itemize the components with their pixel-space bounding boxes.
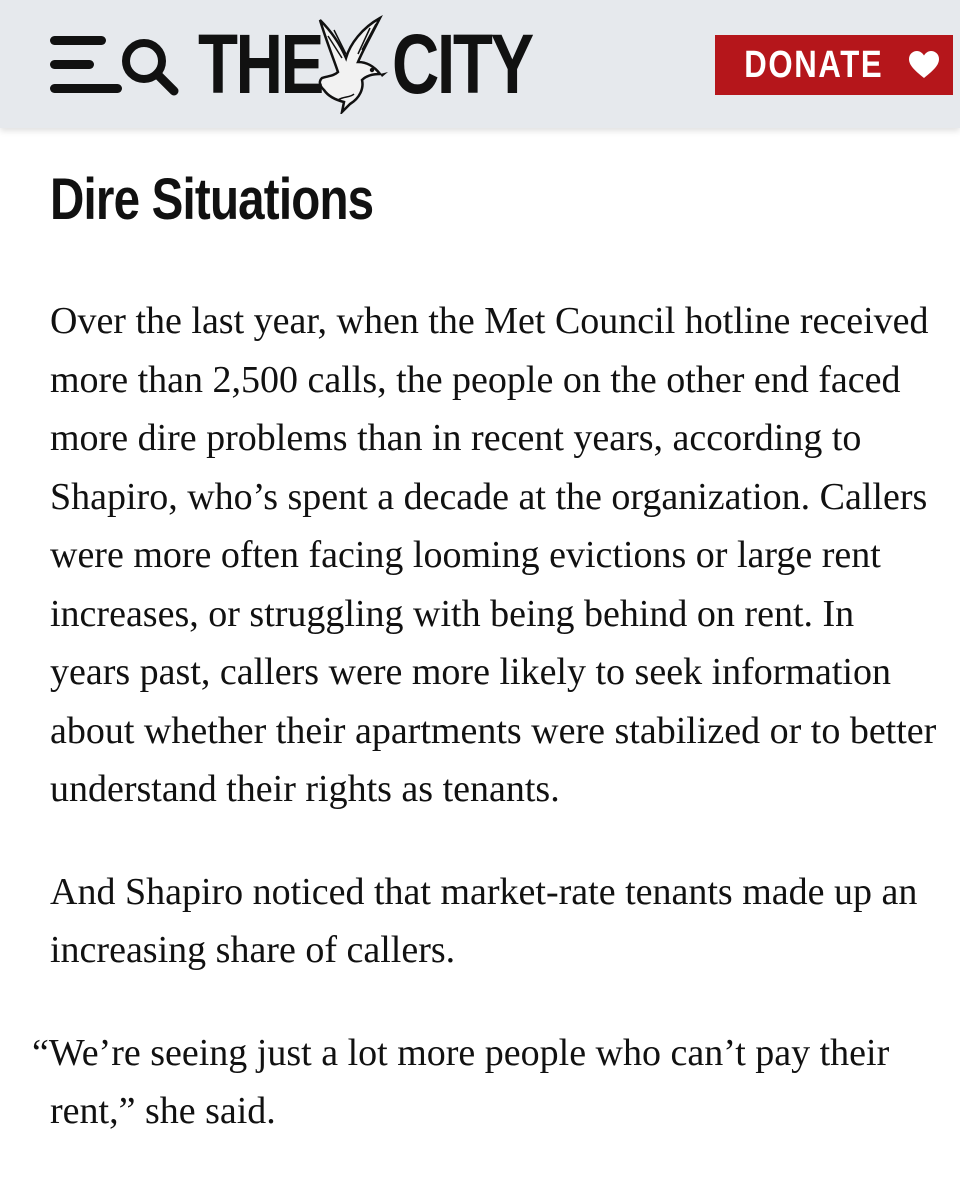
search-icon[interactable] xyxy=(126,43,174,91)
article-paragraph: Over the last year, when the Met Council hotline received more than 2,500 calls, the people on the other end faced more dire problems than in recent years, according to Shapiro, who’s spent a decade at the organization. Callers were more often facing looming evictions or large rent increases, or struggling with being behind on rent. In years past, callers were more likely to seek information about whether their apartments were stabilized or to better understand their rights as tenants. xyxy=(50,300,937,810)
logo-word-city: CITY xyxy=(392,17,532,111)
pigeon-icon xyxy=(314,14,392,114)
menu-search-toggle[interactable] xyxy=(50,30,180,100)
section-heading: Dire Situations xyxy=(50,167,374,232)
article-body xyxy=(32,160,940,1141)
pull-quote-paragraph: “We’re seeing just a lot more people who can’t pay their rent,” she said. xyxy=(32,1031,890,1132)
site-header xyxy=(0,0,960,128)
heart-icon xyxy=(909,51,939,79)
article-paragraph: And Shapiro noticed that market-rate tenants made up an increasing share of callers. xyxy=(50,870,918,971)
logo-word-the: THE xyxy=(198,17,323,111)
site-logo[interactable] xyxy=(198,14,542,114)
hamburger-menu-icon[interactable] xyxy=(50,36,122,93)
donate-label: DONATE xyxy=(744,43,884,86)
donate-button[interactable] xyxy=(715,35,953,95)
